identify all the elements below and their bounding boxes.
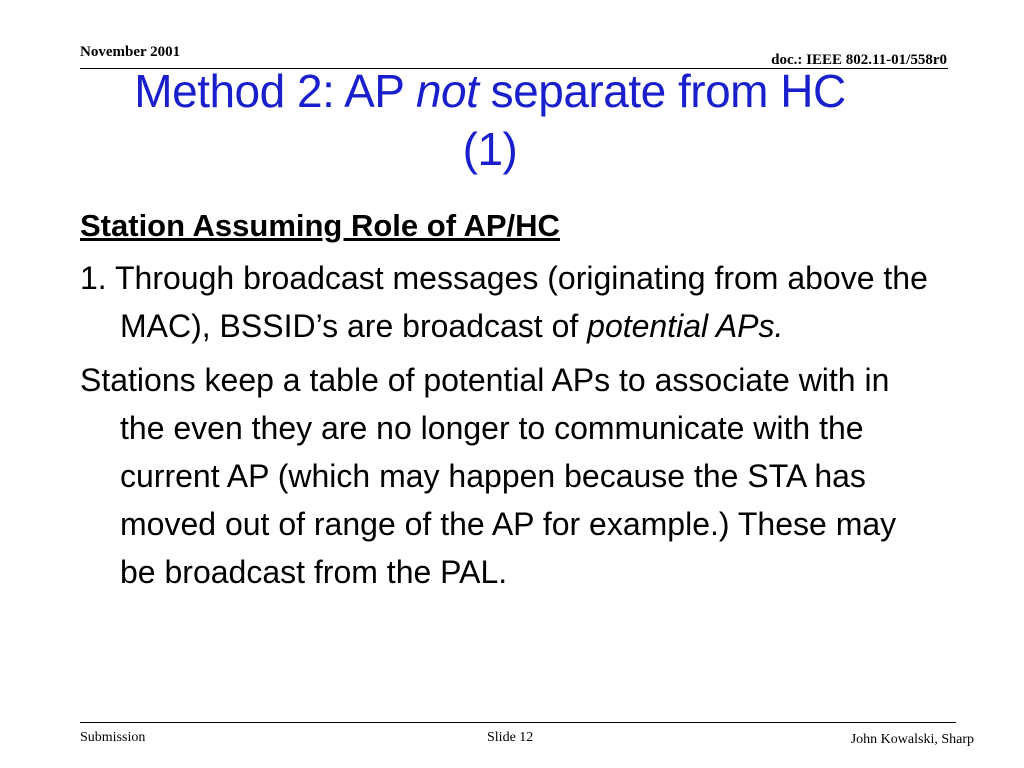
slide-body xyxy=(80,202,940,602)
header-date: November 2001 xyxy=(80,44,181,60)
body-paragraph-1 xyxy=(80,254,940,350)
title-part2: separate from HC xyxy=(478,65,846,117)
footer-author: John Kowalski, Sharp xyxy=(850,732,974,747)
para1-italic: potential APs. xyxy=(587,308,784,344)
title-part1: Method 2: AP xyxy=(134,65,416,117)
slide-title xyxy=(74,62,906,178)
footer-slide-number: Slide 12 xyxy=(487,730,534,745)
title-italic: not xyxy=(415,65,479,117)
body-heading: Station Assuming Role of AP/HC xyxy=(80,208,560,243)
footer-divider xyxy=(80,722,956,723)
para1-text: 1. Through broadcast messages (originating from above the MAC), BSSID’s are broadcast of xyxy=(80,260,928,344)
title-line2: (1) xyxy=(462,123,518,175)
header-doc-id: doc.: IEEE 802.11-01/558r0 xyxy=(771,52,947,68)
body-paragraph-2: Stations keep a table of potential APs to associate with in the even they are no longer to communicate with the current AP (which may happen because the STA has moved out of range of the AP for example.) These may be broadcast from the PAL. xyxy=(80,362,897,590)
footer-submission: Submission xyxy=(80,730,146,745)
